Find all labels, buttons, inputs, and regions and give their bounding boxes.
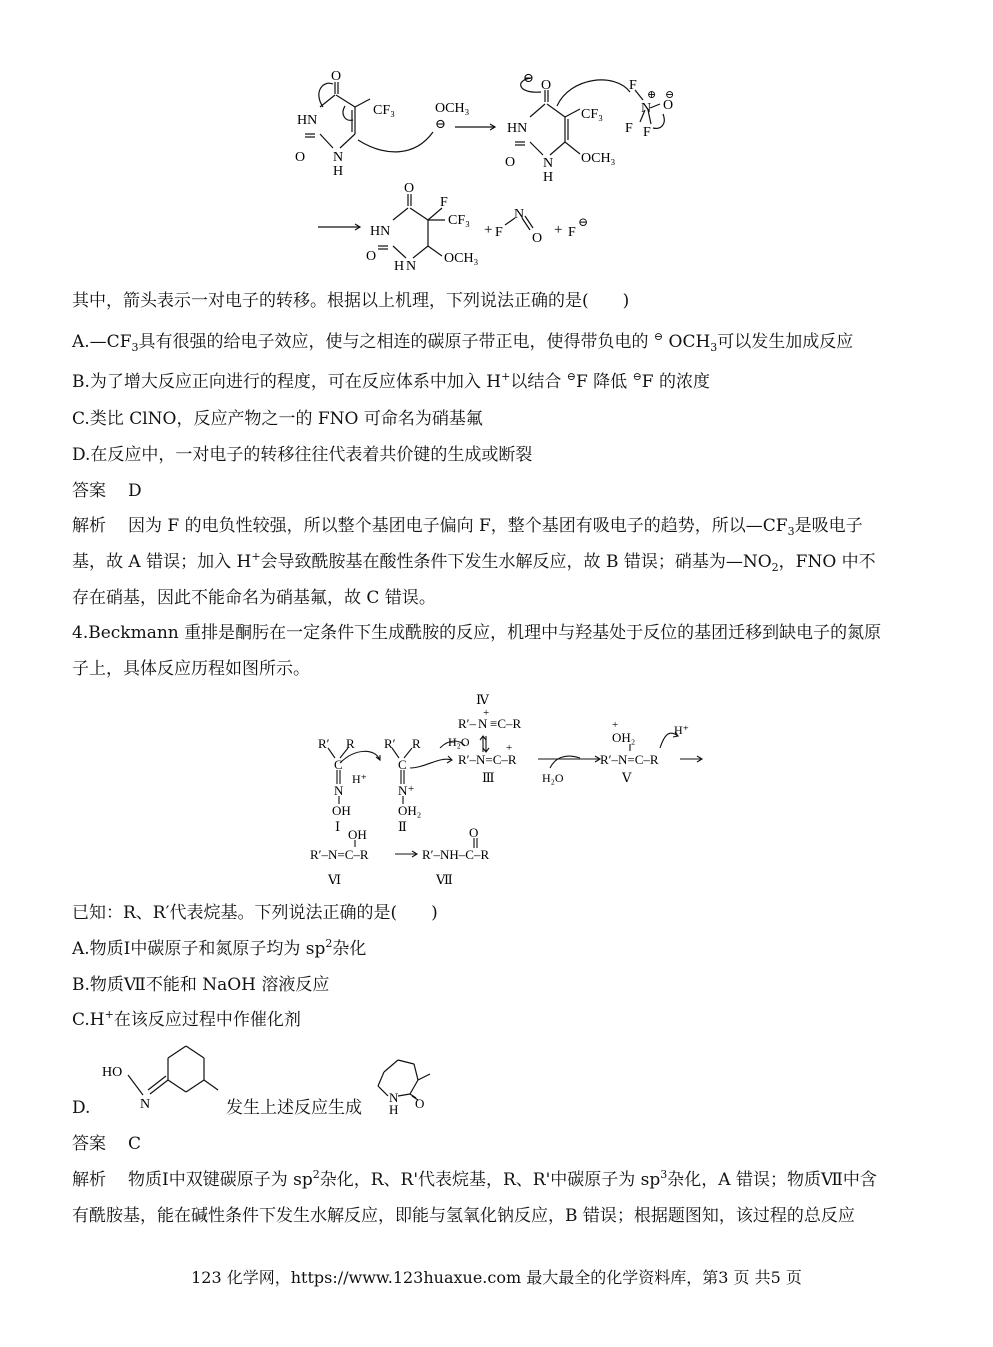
option-text: F 降低 xyxy=(575,372,628,392)
option-text: 以结合 xyxy=(510,372,562,392)
n-label: N xyxy=(140,1097,151,1112)
h-bottom-label: H xyxy=(543,170,554,182)
r-prime-label: R′ xyxy=(384,736,396,751)
o-left-label: O xyxy=(366,249,377,264)
nitrilium-triple-bond: ≡C–R xyxy=(490,716,522,731)
fno-n-label: N xyxy=(514,207,525,222)
charge-symbol: ⊖ xyxy=(632,370,642,383)
n-bottom-label: N xyxy=(543,156,554,171)
ho-label: HO xyxy=(102,1065,123,1080)
r-label: R xyxy=(346,736,355,751)
answer-label: 答案 xyxy=(72,1134,106,1154)
och3-label: OCH₃ xyxy=(581,151,616,166)
superscript: 2 xyxy=(325,937,333,950)
methoxide-label: OCH₃ xyxy=(435,101,470,116)
r-prime-label: R′ xyxy=(318,736,330,751)
q3-answer xyxy=(72,480,923,502)
q4-analysis-line2: 有酰胺基，能在碱性条件下发生水解反应，即能与氢氧化钠反应，B 错误；根据题图知，该过程的总反应 xyxy=(72,1206,855,1226)
q3-stem: 其中，箭头表示一对电子的转移。根据以上机理，下列说法正确的是( ) xyxy=(72,291,630,311)
plus-charge: + xyxy=(408,783,415,795)
analysis-text: 物质Ⅰ中双键碳原子为 sp xyxy=(128,1170,313,1190)
analysis-label: 解析 xyxy=(72,1170,106,1190)
c-label: C xyxy=(334,757,343,772)
f-label: F xyxy=(643,125,651,140)
option-text: C.H xyxy=(72,1010,105,1030)
q4-option-a xyxy=(72,938,923,962)
nitrilium-formula-r1: R′– xyxy=(458,716,477,731)
answer-value: C xyxy=(128,1134,142,1154)
hn-label: HN xyxy=(370,224,391,239)
compound-label-IV: Ⅳ xyxy=(476,692,489,707)
f-label: F xyxy=(625,121,633,136)
plus-charge: + xyxy=(612,719,619,731)
q3-analysis-line3: 存在硝基，因此不能命名为硝基氟，故 C 错误。 xyxy=(72,588,436,608)
intermediate-formula: R′–N=C–R xyxy=(600,752,659,767)
carbanion-charge: ⊖ xyxy=(523,70,534,85)
compound-label-I: Ⅰ xyxy=(335,819,341,834)
compound-label-VII: Ⅶ xyxy=(436,872,453,887)
hn-label: HN xyxy=(507,121,528,136)
q4-option-d-text: 发生上述反应生成 xyxy=(226,1098,362,1118)
o-left-label: O xyxy=(295,150,306,165)
q4-known: 已知：R、R′代表烷基。下列说法正确的是( ) xyxy=(72,903,438,923)
water-loss-label: H₂O xyxy=(448,735,470,749)
subscript: 3 xyxy=(131,341,139,354)
n-label: N xyxy=(641,101,652,116)
compound-label-V: Ⅴ xyxy=(622,770,632,785)
q3-option-d: D.在反应中，一对电子的转移往往代表着共价键的生成或断裂 xyxy=(72,445,533,465)
analysis-text: 杂化，R、R'代表烷基，R、R'中碳原子为 sp xyxy=(319,1170,661,1190)
q4-option-d-label: D. xyxy=(72,1098,91,1118)
n-label: N xyxy=(478,716,488,731)
cf3-label: CF₃ xyxy=(581,107,604,122)
compound-label-VI: Ⅵ xyxy=(328,872,342,887)
answer-label: 答案 xyxy=(72,481,106,501)
superscript: + xyxy=(104,1008,114,1021)
analysis-text: 因为 F 的电负性较强，所以整个基团电子偏向 F，整个基团有吸电子的趋势，所以—CF xyxy=(128,516,788,536)
beckmann-mechanism xyxy=(300,688,720,894)
superscript: 2 xyxy=(312,1168,320,1181)
answer-value: D xyxy=(128,481,142,501)
methoxide-charge: ⊖ xyxy=(435,116,446,131)
q3-analysis-line1 xyxy=(72,515,923,539)
o-top-label: O xyxy=(404,181,415,196)
lactam-n-label: N xyxy=(389,1090,399,1105)
option-text: 具有很强的给电子效应，使与之相连的碳原子带正电，使得带负电的 xyxy=(138,332,649,352)
och3-label: OCH₃ xyxy=(444,251,479,266)
n-label: N xyxy=(334,783,344,798)
oh-label: OH xyxy=(348,827,367,842)
charge-symbol: ⊖ xyxy=(653,330,664,343)
q3-option-b xyxy=(72,371,923,395)
oh2-label: OH₂ xyxy=(398,803,422,818)
imidic-acid-formula: R′–N=C–R xyxy=(310,847,369,862)
h-plus-label: H⁺ xyxy=(352,772,367,786)
plus-sign: + xyxy=(554,222,563,238)
lactam-structure xyxy=(370,1052,440,1118)
analysis-label: 解析 xyxy=(72,516,106,536)
n-bottom-label: N xyxy=(406,259,417,274)
cf3-label: CF₃ xyxy=(448,213,471,228)
option-text: 可以发生加成反应 xyxy=(717,332,854,352)
option-text: 杂化 xyxy=(332,939,367,959)
q3-option-a xyxy=(72,331,923,355)
oxime-structure xyxy=(98,1040,228,1120)
compound-label-III: Ⅲ xyxy=(482,770,495,785)
page-footer: 123 化学网，https://www.123huaxue.com 最大最全的化学资料库，第3 页 共5 页 xyxy=(191,1268,802,1287)
q4-stem-line2: 子上，具体反应历程如图所示。 xyxy=(72,659,310,679)
o-charge: ⊖ xyxy=(665,89,675,101)
oh2-label: OH₂ xyxy=(612,730,636,745)
oh-label: OH xyxy=(332,803,351,818)
n-plus-charge: ⊕ xyxy=(647,89,657,101)
q4-option-b: B.物质Ⅶ不能和 NaOH 溶液反应 xyxy=(72,975,330,995)
option-text: A.物质Ⅰ中碳原子和氮原子均为 sp xyxy=(72,939,326,959)
amide-formula: R′–NH–C–R xyxy=(422,847,490,862)
mechanism-step1 xyxy=(295,62,715,182)
q4-answer xyxy=(72,1133,923,1155)
option-text: A.—CF xyxy=(72,332,132,352)
hn-label: HN xyxy=(297,113,318,128)
analysis-text: ，FNO 中不 xyxy=(778,552,876,572)
option-text: F 的浓度 xyxy=(641,372,710,392)
c-label: C xyxy=(398,757,407,772)
plus-charge: + xyxy=(483,707,490,719)
r-label: R xyxy=(412,736,421,751)
h-bottom-label: H xyxy=(333,164,344,179)
analysis-text: 杂化，A 错误；物质Ⅶ中含 xyxy=(667,1170,877,1190)
nitrilium-formula: R′–N=C–R xyxy=(458,752,517,767)
n-label: N xyxy=(398,783,408,798)
compound-label-II: Ⅱ xyxy=(398,819,407,834)
superscript: + xyxy=(251,550,261,563)
fluoride-label: F xyxy=(568,225,576,240)
n-bottom-label: N xyxy=(333,150,344,165)
superscript: 3 xyxy=(660,1168,668,1181)
charge-symbol: ⊖ xyxy=(566,370,576,383)
o-top-label: O xyxy=(331,69,342,84)
analysis-text: 是吸电子 xyxy=(794,516,863,536)
q4-analysis-line1 xyxy=(72,1169,923,1193)
o-top-label: O xyxy=(541,78,552,93)
h-plus-release-label: H⁺ xyxy=(674,723,689,737)
cf3-label: CF₃ xyxy=(373,103,396,118)
water-add-label: H₂O xyxy=(542,771,564,785)
plus-sign: + xyxy=(484,222,493,238)
q4-stem-line1: 4.Beckmann 重排是酮肟在一定条件下生成酰胺的反应，机理中与羟基处于反位的基团迁移到缺电子的氮原 xyxy=(72,623,882,643)
o-label: O xyxy=(469,825,479,840)
lactam-h-label: H xyxy=(389,1102,399,1117)
superscript: + xyxy=(501,370,511,383)
plus-charge: + xyxy=(506,742,513,754)
analysis-text: 基，故 A 错误；加入 H xyxy=(72,552,252,572)
f-label: F xyxy=(629,78,637,93)
q4-option-c xyxy=(72,1009,923,1033)
fno-o-label: O xyxy=(532,231,543,246)
lactam-o-label: O xyxy=(415,1096,425,1111)
fluoride-charge: ⊖ xyxy=(578,215,589,229)
subscript: 3 xyxy=(710,341,718,354)
subscript: 2 xyxy=(771,561,779,574)
option-text: 在该反应过程中作催化剂 xyxy=(113,1010,301,1030)
o-label: O xyxy=(663,98,674,113)
h-bottom-label: H xyxy=(394,259,405,274)
mechanism-step2 xyxy=(310,180,630,275)
q3-analysis-line2 xyxy=(72,551,923,575)
q3-option-c: C.类比 ClNO，反应产物之一的 FNO 可命名为硝基氟 xyxy=(72,409,483,429)
subscript: 3 xyxy=(787,525,795,538)
option-text: B.为了增大反应正向进行的程度，可在反应体系中加入 H xyxy=(72,372,502,392)
f-label: F xyxy=(440,195,448,210)
o-left-label: O xyxy=(505,155,516,170)
fno-f-label: F xyxy=(495,225,503,240)
option-text: OCH xyxy=(668,332,711,352)
analysis-text: 会导致酰胺基在酸性条件下发生水解反应，故 B 错误；硝基为—NO xyxy=(260,552,772,572)
